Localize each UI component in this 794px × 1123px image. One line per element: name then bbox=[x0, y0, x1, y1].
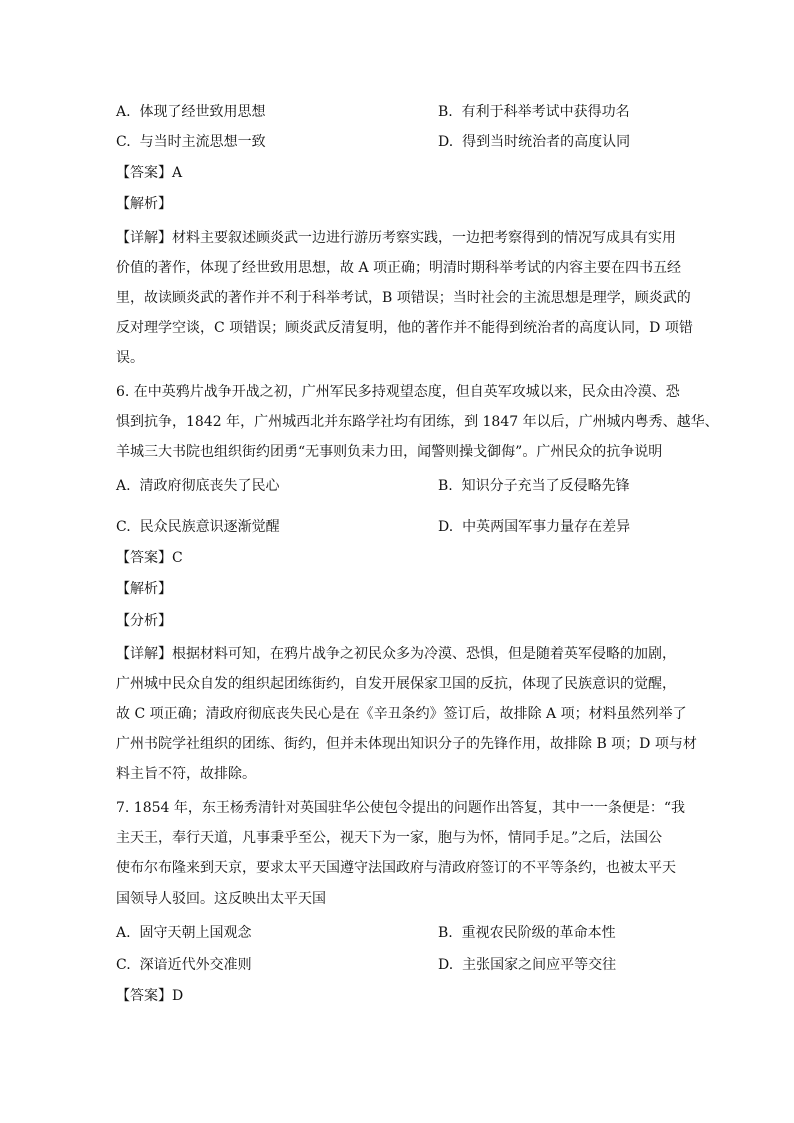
q6-detail-line: 料主旨不符，故排除。 bbox=[116, 766, 256, 782]
q7-option-a: A. 固守天朝上国观念 bbox=[116, 925, 252, 941]
q6-stem-line: 6. 在中英鸦片战争开战之初，广州军民多持观望态度，但自英军攻城以来，民众由冷漠、恐 bbox=[116, 384, 680, 400]
q5-option-d: D. 得到当时统治者的高度认同 bbox=[438, 134, 631, 150]
q6-options-row-2 bbox=[116, 516, 716, 538]
q5-answer: 【答案】A bbox=[116, 165, 183, 181]
q5-options-row-1 bbox=[116, 101, 716, 123]
q5-option-c: C. 与当时主流思想一致 bbox=[116, 134, 266, 150]
q5-option-a: A. 体现了经世致用思想 bbox=[116, 104, 266, 120]
q5-detail-line: 【详解】材料主要叙述顾炎武一边进行游历考察实践，一边把考察得到的情况写成具有实用 bbox=[116, 230, 676, 246]
q7-options-row-2 bbox=[116, 954, 716, 976]
q7-option-c: C. 深谙近代外交准则 bbox=[116, 957, 252, 973]
q7-answer: 【答案】D bbox=[116, 988, 184, 1004]
q6-detail-line: 广州书院学社组织的团练、街约，但并未体现出知识分子的先锋作用，故排除 B 项；D 项与材 bbox=[116, 736, 697, 752]
q7-option-d: D. 主张国家之间应平等交往 bbox=[438, 957, 617, 973]
q7-option-b: B. 重视农民阶级的革命本性 bbox=[438, 925, 616, 941]
q5-detail-line: 里，故读顾炎武的著作并不利于科举考试，B 项错误；当时社会的主流思想是理学，顾炎武的 bbox=[116, 290, 691, 306]
q6-option-c: C. 民众民族意识逐渐觉醒 bbox=[116, 519, 280, 535]
q5-analysis-title: 【解析】 bbox=[116, 196, 172, 212]
q7-stem-line: 使布尔布隆来到天京，要求太平天国遵守法国政府与清政府签订的不平等条约，也被太平天 bbox=[116, 860, 676, 876]
q5-detail-line: 误。 bbox=[116, 350, 144, 366]
q6-option-d: D. 中英两国军事力量存在差异 bbox=[438, 519, 631, 535]
q7-stem-line: 7. 1854 年，东王杨秀清针对英国驻华公使包令提出的问题作出答复，其中一一条便是：“我 bbox=[116, 800, 686, 816]
q6-analysis-sub: 【分析】 bbox=[116, 613, 172, 629]
q6-stem-line: 惧到抗争，1842 年，广州城西北并东路学社均有团练，到 1847 年以后，广州城内粤秀、越华、 bbox=[116, 414, 719, 430]
q6-stem-line: 羊城三大书院也组织街约团勇“无事则负耒力田，闻警则操戈御侮”。广州民众的抗争说明 bbox=[116, 444, 663, 460]
q5-detail-line: 价值的著作，体现了经世致用思想，故 A 项正确；明清时期科举考试的内容主要在四书五经 bbox=[116, 260, 682, 276]
q7-stem-line: 主天王，奉行天道，凡事秉乎至公，视天下为一家，胞与为怀，情同手足。”之后，法国公 bbox=[116, 830, 663, 846]
q6-detail-line: 【详解】根据材料可知，在鸦片战争之初民众多为冷漠、恐惧，但是随着英军侵略的加剧， bbox=[116, 646, 676, 662]
q6-option-a: A. 清政府彻底丧失了民心 bbox=[116, 478, 280, 494]
q6-analysis-title: 【解析】 bbox=[116, 581, 172, 597]
q7-options-row-1 bbox=[116, 922, 716, 944]
q6-detail-line: 广州城中民众自发的组织起团练街约，自发开展保家卫国的反抗，体现了民族意识的觉醒， bbox=[116, 676, 676, 692]
q6-answer: 【答案】C bbox=[116, 550, 183, 566]
q6-options-row-1 bbox=[116, 475, 716, 497]
q7-stem-line: 国领导人驳回。这反映出太平天国 bbox=[116, 891, 326, 907]
q5-options-row-2 bbox=[116, 131, 716, 153]
q5-detail-line: 反对理学空谈，C 项错误；顾炎武反清复明，他的著作并不能得到统治者的高度认同，D 项错 bbox=[116, 320, 693, 336]
q5-option-b: B. 有利于科举考试中获得功名 bbox=[438, 104, 630, 120]
q6-detail-line: 故 C 项正确；清政府彻底丧失民心是在《辛丑条约》签订后，故排除 A 项；材料虽然列举了 bbox=[116, 706, 687, 722]
q6-option-b: B. 知识分子充当了反侵略先锋 bbox=[438, 478, 630, 494]
